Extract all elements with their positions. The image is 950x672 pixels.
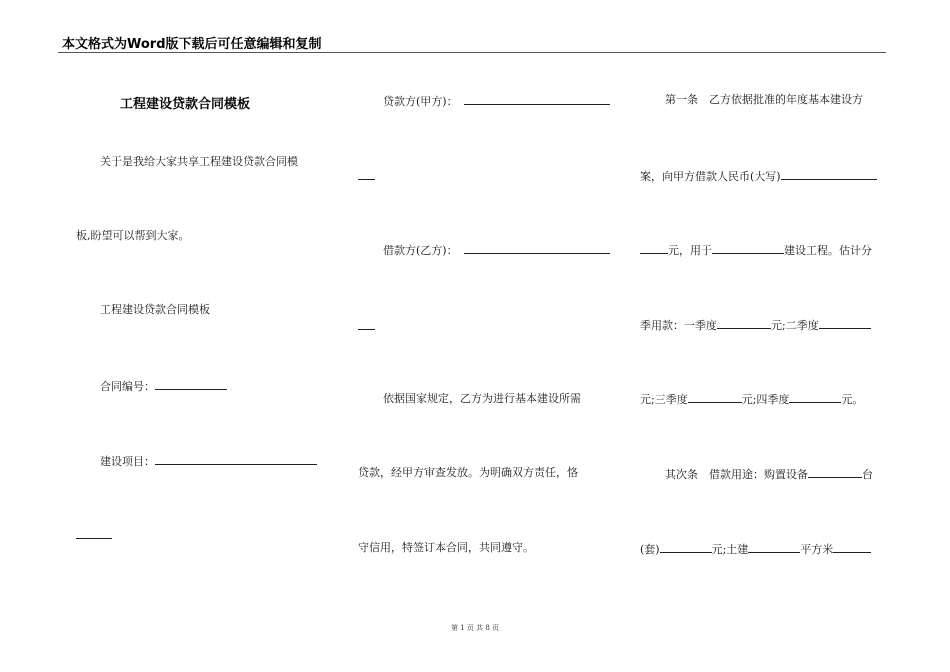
q2-blank — [819, 317, 871, 329]
project-blank — [155, 453, 317, 465]
construction-row — [640, 541, 871, 557]
borrower-label: 借款方(乙方)： — [383, 244, 458, 257]
equipment-blank — [808, 466, 862, 478]
col1-line-2: 板,盼望可以帮到大家。 — [76, 229, 190, 242]
loan-amount-row — [640, 168, 877, 184]
unit-text: 台 — [862, 468, 873, 481]
contract-number-row — [100, 378, 227, 394]
q1-label: 季用款：一季度 — [640, 319, 717, 332]
document-title: 工程建设贷款合同模板 — [120, 97, 251, 112]
civil-label: 元;土建 — [711, 543, 749, 556]
borrower-row — [383, 242, 610, 258]
sqm-blank — [833, 541, 871, 553]
lender-blank — [464, 93, 610, 105]
purpose-row — [640, 242, 872, 258]
col1-line-3: 工程建设贷款合同模板 — [100, 303, 210, 316]
sqm-text: 平方米 — [800, 543, 834, 556]
project-name-blank — [712, 242, 784, 254]
document-header-notice: 本文格式为Word版下载后可任意编辑和复制 — [62, 37, 322, 52]
contract-number-blank — [155, 378, 227, 390]
yuan-use-text: 元，用于 — [668, 244, 712, 257]
q4-blank — [789, 391, 841, 403]
project-row — [100, 453, 317, 469]
quarter-row-2 — [640, 391, 863, 407]
purpose-equipment-row — [665, 466, 873, 482]
project-blank-continued — [76, 527, 112, 539]
col2-line-3: 依据国家规定，乙方为进行基本建设所需 — [383, 392, 581, 405]
equipment-cost-blank — [660, 541, 712, 553]
header-divider — [58, 52, 886, 53]
borrower-blank-continued — [358, 318, 375, 330]
q3-blank — [688, 391, 742, 403]
yuan-end-text: 元。 — [841, 393, 864, 406]
equipment-label: 其次条 借款用途：购置设备 — [665, 468, 808, 481]
lender-blank-continued — [358, 168, 375, 180]
lender-row — [383, 93, 610, 109]
borrower-blank-cont-row — [358, 318, 375, 334]
construction-text: 建设工程。估计分 — [784, 244, 872, 257]
page-footer: 第 1 页 共 8 页 — [450, 624, 500, 632]
quarter-row-1 — [640, 317, 871, 333]
q1-blank — [717, 317, 771, 329]
col2-line-4: 贷款，经甲方审查发放。为明确双方责任，恪 — [358, 466, 578, 479]
q3-label: 元;三季度 — [640, 393, 688, 406]
q2-label: 元;二季度 — [771, 319, 819, 332]
q4-label: 元;四季度 — [741, 393, 790, 406]
loan-amount-label: 案，向甲方借款人民币(大写) — [640, 170, 781, 183]
civil-blank — [748, 541, 800, 553]
contract-number-label: 合同编号： — [100, 380, 155, 393]
set-text: (套) — [640, 543, 660, 556]
lender-blank-cont-row — [358, 168, 375, 184]
project-blank-cont-row — [76, 527, 112, 543]
project-label: 建设项目： — [100, 455, 155, 468]
col2-line-5: 守信用，特签订本合同，共同遵守。 — [358, 541, 534, 554]
loan-amount-blank — [781, 168, 877, 180]
amount-cont-blank — [640, 242, 668, 254]
col3-line-1: 第一条 乙方依据批准的年度基本建设方 — [665, 93, 863, 106]
lender-label: 贷款方(甲方)： — [383, 95, 458, 108]
col1-line-1: 关于是我给大家共享工程建设贷款合同模 — [100, 155, 298, 168]
borrower-blank — [464, 242, 610, 254]
